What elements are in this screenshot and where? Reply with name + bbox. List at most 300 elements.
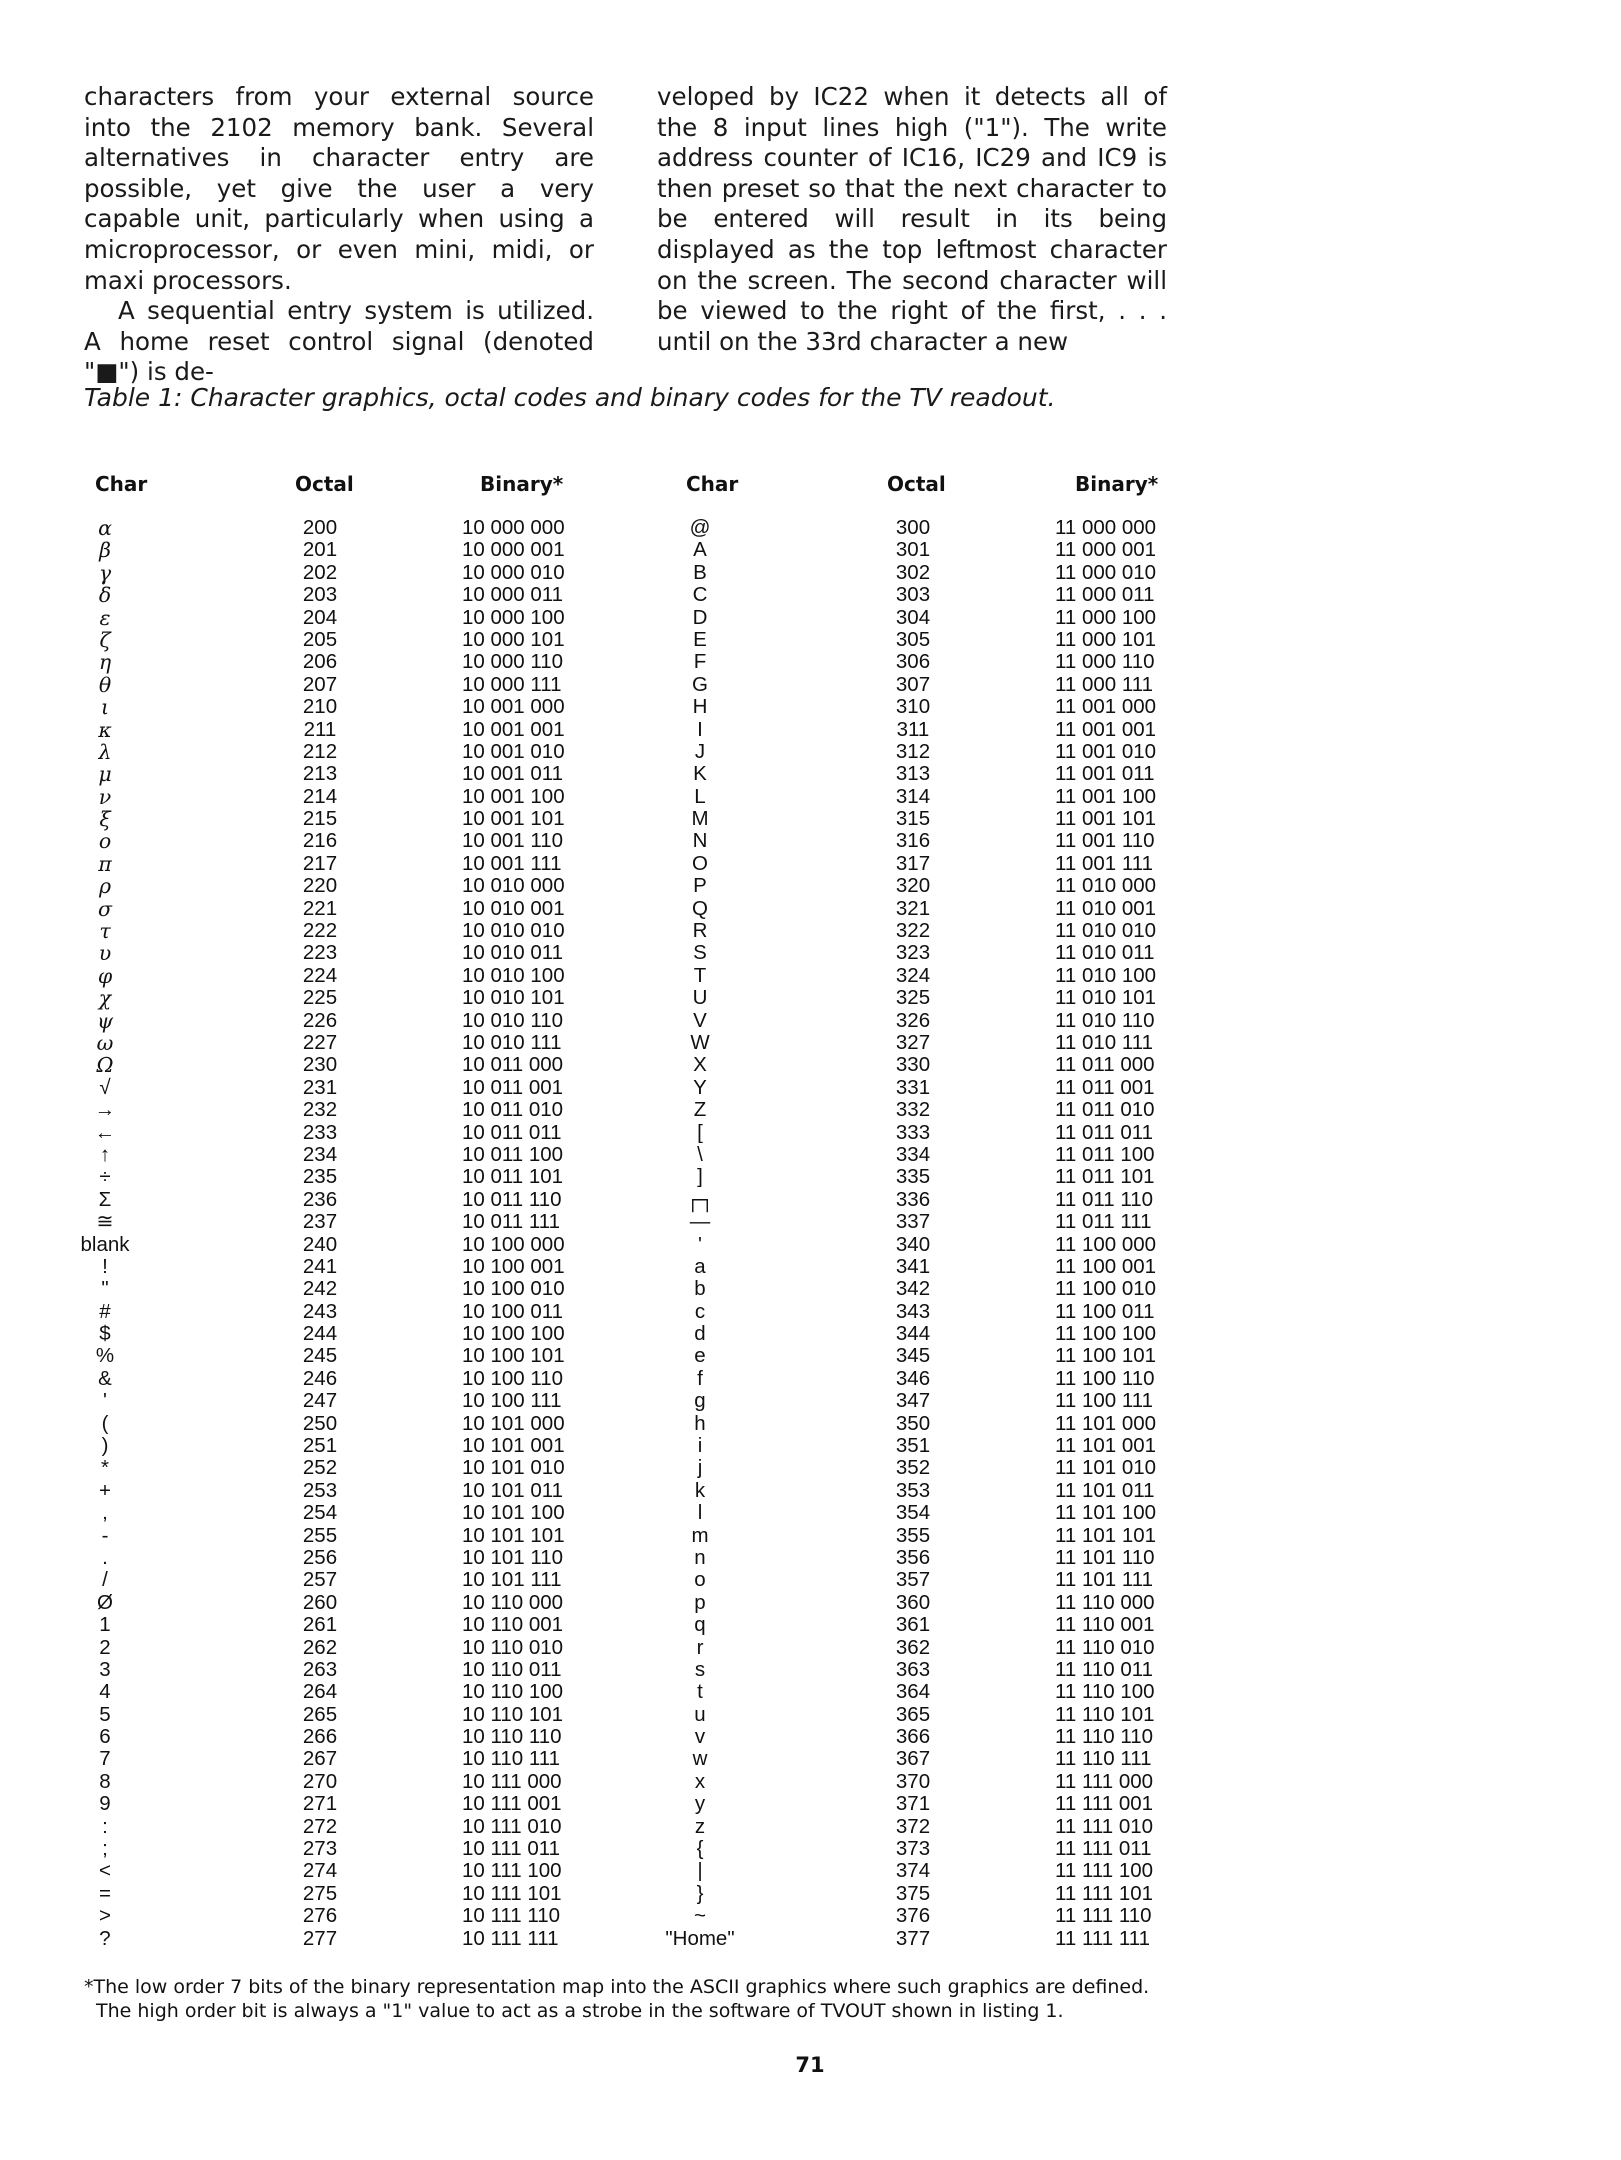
char-cell: ┌┐	[685, 1187, 715, 1211]
octal-cell: 201	[302, 538, 338, 562]
char-cell: z	[694, 1814, 706, 1838]
octal-cell: 301	[895, 538, 931, 562]
octal-cell: 302	[895, 560, 931, 584]
char-cell: I	[697, 717, 703, 741]
octal-cell: 336	[895, 1187, 931, 1211]
binary-cell: 10 101 001	[462, 1434, 565, 1458]
octal-cell: 237	[302, 1210, 338, 1234]
octal-cell: 300	[895, 516, 931, 539]
octal-cell: 230	[302, 1053, 338, 1077]
header-octal: Octal	[887, 472, 946, 496]
char-cell: %	[95, 1344, 115, 1368]
char-cell: 8	[99, 1769, 111, 1793]
binary-cell: 10 010 010	[462, 919, 565, 943]
binary-cell: 10 010 001	[462, 896, 565, 920]
binary-cell: 11 100 010	[1055, 1277, 1157, 1301]
octal-cell: 354	[895, 1501, 931, 1525]
char-cell: 2	[99, 1635, 111, 1659]
binary-cell: 11 000 110	[1055, 650, 1155, 674]
char-cell: *	[101, 1456, 109, 1480]
binary-cell: 11 110 110	[1055, 1725, 1154, 1749]
paragraph: characters from your external source into the 2102 memory bank. Several alternatives in character entry are possible, yet give the user a very capable unit, particularly when using a microprocessor, or even mini, midi, or maxi processors.	[84, 82, 594, 295]
octal-cell: 245	[302, 1344, 338, 1368]
char-cell: g	[694, 1389, 706, 1413]
char-cell: ζ	[99, 627, 111, 652]
octal-cell: 236	[302, 1187, 338, 1211]
octal-cell: 365	[895, 1702, 931, 1726]
octal-cell: 222	[302, 919, 338, 943]
octal-cell: 277	[302, 1926, 338, 1950]
char-cell: W	[690, 1030, 710, 1054]
binary-cell: 10 111 011	[462, 1837, 561, 1861]
binary-cell: 10 101 101	[462, 1523, 565, 1547]
octal-cell: 264	[302, 1680, 338, 1704]
char-cell: ÷	[99, 1165, 111, 1189]
octal-cell: 234	[302, 1142, 338, 1166]
binary-cell: 10 111 010	[462, 1814, 562, 1838]
char-cell: Q	[692, 896, 708, 920]
binary-cell: 10 001 011	[462, 762, 564, 786]
binary-cell: 11 111 111	[1055, 1926, 1150, 1950]
binary-cell: 11 001 100	[1055, 784, 1157, 808]
binary-cell: 10 111 111	[462, 1926, 559, 1950]
char-column-left	[70, 517, 140, 1950]
char-cell: '	[103, 1389, 107, 1413]
binary-cell: 10 011 000	[462, 1053, 564, 1077]
binary-cell: 11 101 100	[1055, 1501, 1157, 1525]
char-cell: x	[694, 1769, 706, 1793]
binary-cell: 10 001 101	[462, 807, 565, 831]
binary-cell: 11 101 110	[1055, 1545, 1155, 1569]
char-cell: ↑	[99, 1142, 111, 1166]
octal-cell: 316	[895, 829, 931, 853]
binary-cell: 11 001 001	[1055, 717, 1157, 741]
char-cell: "Home"	[665, 1926, 735, 1950]
octal-cell: 370	[895, 1769, 931, 1793]
char-cell: &	[98, 1366, 112, 1390]
binary-cell: 10 111 110	[462, 1904, 561, 1928]
table-caption: Table 1: Character graphics, octal codes and binary codes for the TV readout.	[84, 383, 1056, 412]
binary-cell: 11 011 111	[1055, 1210, 1152, 1234]
header-binary: Binary*	[480, 472, 564, 496]
binary-cell: 10 010 110	[462, 1008, 564, 1032]
char-cell: μ	[98, 762, 112, 787]
binary-cell: 10 000 010	[462, 560, 565, 584]
binary-cell: 11 001 011	[1055, 762, 1155, 786]
char-cell: e	[694, 1344, 706, 1368]
binary-cell: 11 011 001	[1055, 1075, 1155, 1099]
char-cell: h	[694, 1411, 706, 1435]
binary-cell: 10 011 011	[462, 1120, 562, 1144]
binary-cell: 11 111 110	[1055, 1904, 1152, 1928]
header-char: Char	[686, 472, 739, 496]
octal-cell: 260	[302, 1590, 338, 1614]
binary-cell: 11 110 100	[1055, 1680, 1155, 1704]
binary-cell: 10 011 001	[462, 1075, 564, 1099]
octal-cell: 303	[895, 583, 931, 607]
octal-cell: 347	[895, 1389, 931, 1413]
binary-cell: 11 111 100	[1055, 1859, 1154, 1883]
paragraph: veloped by IC22 when it detects all of the 8 input lines high ("1"). The write address counter of IC16, IC29 and IC9 is then preset so that the next character to be entered will result in its being displayed as the top leftmost character on the screen. The second character will be viewed to the right of the first, . . . until on the 33rd character a new	[657, 82, 1167, 356]
char-cell: Ø	[97, 1590, 113, 1614]
octal-cell: 231	[302, 1075, 338, 1099]
binary-cell: 11 101 101	[1055, 1523, 1157, 1547]
binary-cell: 10 000 101	[462, 627, 565, 651]
binary-cell: 10 111 100	[462, 1859, 562, 1883]
char-cell: 7	[99, 1747, 111, 1771]
octal-cell: 352	[895, 1456, 931, 1480]
binary-cell: 11 010 000	[1055, 874, 1157, 898]
binary-cell: 11 010 010	[1055, 919, 1157, 943]
binary-cell: 10 101 011	[462, 1478, 564, 1502]
char-cell: Z	[693, 1098, 707, 1122]
octal-cell: 306	[895, 650, 931, 674]
binary-cell: 10 100 101	[462, 1344, 565, 1368]
char-cell: +	[99, 1478, 111, 1502]
char-cell: Y	[693, 1075, 707, 1099]
char-cell: L	[694, 784, 706, 808]
char-cell: a	[694, 1254, 706, 1278]
char-cell: F	[693, 650, 707, 674]
binary-cell: 10 000 000	[462, 516, 565, 539]
octal-cell: 250	[302, 1411, 338, 1435]
binary-cell: 11 011 000	[1055, 1053, 1155, 1077]
octal-cell: 263	[302, 1657, 338, 1681]
binary-cell: 10 001 000	[462, 695, 565, 719]
char-cell: κ	[98, 717, 112, 742]
char-cell: ν	[98, 784, 112, 809]
binary-cell: 11 011 100	[1055, 1142, 1155, 1166]
binary-cell: 11 111 011	[1055, 1837, 1152, 1861]
binary-cell: 11 111 000	[1055, 1769, 1154, 1793]
octal-cell: 373	[895, 1837, 931, 1861]
octal-cell: 227	[302, 1030, 338, 1054]
octal-cell: 366	[895, 1725, 931, 1749]
octal-cell: 333	[895, 1120, 931, 1144]
octal-cell: 204	[302, 605, 338, 629]
char-cell: q	[694, 1613, 706, 1637]
paragraph: A sequential entry system is utilized. A home reset control signal (denoted "■") is de-	[84, 296, 594, 387]
char-cell: .	[102, 1545, 108, 1569]
header-char: Char	[95, 472, 148, 496]
octal-cell: 214	[302, 784, 338, 808]
char-cell: M	[691, 807, 709, 831]
char-cell: S	[693, 941, 707, 965]
char-cell: Ω	[96, 1053, 114, 1078]
octal-cell: 317	[895, 851, 931, 875]
binary-cell: 11 111 010	[1055, 1814, 1154, 1838]
char-cell: Σ	[98, 1187, 112, 1211]
char-cell: θ	[98, 672, 112, 697]
char-cell: ι	[100, 695, 110, 720]
octal-cell: 273	[302, 1837, 338, 1861]
octal-cell: 276	[302, 1904, 338, 1928]
octal-cell: 355	[895, 1523, 931, 1547]
octal-cell: 217	[302, 851, 338, 875]
char-cell: )	[101, 1434, 109, 1458]
binary-cell: 10 000 001	[462, 538, 565, 562]
octal-column-left	[295, 517, 345, 1950]
char-cell: c	[694, 1299, 706, 1323]
char-cell: X	[693, 1053, 707, 1077]
char-cell: \	[697, 1142, 703, 1166]
octal-cell: 256	[302, 1545, 338, 1569]
octal-cell: 261	[302, 1613, 338, 1637]
binary-cell: 11 010 100	[1055, 963, 1157, 987]
binary-cell: 10 001 001	[462, 717, 565, 741]
octal-cell: 211	[303, 717, 337, 741]
octal-cell: 326	[895, 1008, 931, 1032]
binary-cell: 10 001 110	[462, 829, 564, 853]
char-cell: C	[692, 583, 708, 607]
octal-cell: 203	[302, 583, 338, 607]
octal-cell: 233	[302, 1120, 338, 1144]
octal-cell: 307	[895, 672, 931, 696]
octal-cell: 342	[895, 1277, 931, 1301]
octal-cell: 205	[302, 627, 338, 651]
octal-cell: 244	[302, 1322, 338, 1346]
binary-cell: 11 100 100	[1055, 1322, 1157, 1346]
binary-cell: 11 001 010	[1055, 739, 1157, 763]
octal-cell: 376	[895, 1904, 931, 1928]
char-cell: 3	[99, 1657, 111, 1681]
char-cell: =	[99, 1881, 111, 1905]
binary-cell: 11 101 010	[1055, 1456, 1157, 1480]
binary-cell: 11 101 011	[1055, 1478, 1155, 1502]
binary-cell: 11 011 101	[1055, 1165, 1155, 1189]
octal-cell: 340	[895, 1232, 931, 1256]
octal-cell: 361	[895, 1613, 931, 1637]
binary-cell: 11 101 111	[1055, 1568, 1154, 1592]
binary-cell: 10 001 111	[462, 851, 562, 875]
binary-cell: 11 101 000	[1055, 1411, 1157, 1435]
binary-cell: 10 100 110	[462, 1366, 564, 1390]
octal-cell: 343	[895, 1299, 931, 1323]
octal-cell: 315	[895, 807, 931, 831]
binary-cell: 11 000 100	[1055, 605, 1157, 629]
octal-cell: 246	[302, 1366, 338, 1390]
binary-cell: 10 001 010	[462, 739, 565, 763]
char-cell: 1	[99, 1613, 111, 1637]
header-binary: Binary*	[1075, 472, 1159, 496]
octal-cell: 265	[302, 1702, 338, 1726]
char-cell: ψ	[96, 1008, 114, 1033]
char-cell: O	[692, 851, 708, 875]
octal-cell: 350	[895, 1411, 931, 1435]
octal-cell: 242	[302, 1277, 338, 1301]
octal-cell: 375	[895, 1881, 931, 1905]
char-cell: b	[694, 1277, 706, 1301]
footnote-line: The high order bit is always a "1" value to act as a strobe in the software of TVOUT shown in listing 1.	[96, 2000, 1064, 2022]
char-cell: {	[696, 1837, 704, 1861]
octal-cell: 240	[302, 1232, 338, 1256]
octal-cell: 346	[895, 1366, 931, 1390]
binary-cell: 10 011 110	[462, 1187, 562, 1211]
char-cell: t	[697, 1680, 703, 1704]
octal-cell: 272	[302, 1814, 338, 1838]
binary-cell: 11 100 111	[1055, 1389, 1154, 1413]
octal-cell: 356	[895, 1545, 931, 1569]
binary-cell: 10 100 010	[462, 1277, 565, 1301]
octal-cell: 351	[895, 1434, 931, 1458]
binary-cell: 10 001 100	[462, 784, 565, 808]
octal-cell: 200	[302, 516, 338, 539]
octal-cell: 324	[895, 963, 931, 987]
octal-cell: 371	[895, 1792, 931, 1816]
char-cell: √	[99, 1075, 111, 1099]
binary-cell: 10 110 100	[462, 1680, 564, 1704]
binary-cell: 10 000 111	[462, 672, 562, 696]
octal-cell: 224	[302, 963, 338, 987]
binary-cell: 11 001 101	[1055, 807, 1157, 831]
octal-cell: 312	[895, 739, 931, 763]
octal-cell: 320	[895, 874, 931, 898]
binary-cell: 11 110 101	[1055, 1702, 1155, 1726]
char-cell: N	[692, 829, 708, 853]
octal-cell: 357	[895, 1568, 931, 1592]
footnote-line: *The low order 7 bits of the binary representation map into the ASCII graphics where such graphics are defined.	[84, 1976, 1150, 1998]
char-cell: →	[94, 1098, 116, 1122]
binary-cell: 11 110 111	[1055, 1747, 1152, 1771]
binary-cell: 10 100 011	[462, 1299, 564, 1323]
octal-cell: 323	[895, 941, 931, 965]
octal-cell: 270	[302, 1769, 338, 1793]
binary-cell: 11 110 001	[1055, 1613, 1155, 1637]
page-number: 71	[795, 2053, 825, 2077]
octal-cell: 232	[302, 1098, 338, 1122]
binary-cell: 10 110 111	[462, 1747, 561, 1771]
binary-cell: 11 010 110	[1055, 1008, 1155, 1032]
octal-cell: 363	[895, 1657, 931, 1681]
char-cell: f	[697, 1366, 703, 1390]
char-cell: D	[692, 605, 708, 629]
binary-cell: 11 100 000	[1055, 1232, 1157, 1256]
octal-cell: 267	[302, 1747, 338, 1771]
octal-cell: 206	[302, 650, 338, 674]
octal-cell: 252	[302, 1456, 338, 1480]
octal-cell: 210	[302, 695, 338, 719]
char-cell: ]	[697, 1165, 703, 1189]
body-text-right-column	[657, 82, 1167, 357]
char-cell: π	[98, 851, 112, 876]
octal-cell: 311	[896, 717, 930, 741]
char-cell: ~	[694, 1904, 706, 1928]
char-cell: >	[99, 1904, 111, 1928]
char-cell: γ	[98, 560, 112, 585]
octal-cell: 372	[895, 1814, 931, 1838]
char-cell: (	[101, 1411, 109, 1435]
binary-cell: 11 011 011	[1055, 1120, 1154, 1144]
char-cell: J	[694, 739, 706, 763]
char-cell: |	[697, 1859, 703, 1883]
binary-cell: 10 011 100	[462, 1142, 564, 1166]
binary-cell: 11 010 001	[1055, 896, 1157, 920]
char-cell: 9	[99, 1792, 111, 1816]
char-cell: o	[694, 1568, 706, 1592]
binary-cell: 10 110 010	[462, 1635, 564, 1659]
char-cell: $	[99, 1322, 111, 1346]
char-cell: δ	[98, 583, 112, 608]
char-cell: m	[691, 1523, 709, 1547]
binary-cell: 10 100 000	[462, 1232, 565, 1256]
binary-cell: 11 000 010	[1055, 560, 1157, 584]
binary-cell: 10 010 111	[462, 1030, 562, 1054]
binary-cell: 10 100 100	[462, 1322, 565, 1346]
char-cell: A	[693, 538, 707, 562]
binary-cell: 10 101 100	[462, 1501, 565, 1525]
char-cell: o	[98, 829, 112, 854]
octal-cell: 266	[302, 1725, 338, 1749]
octal-cell: 377	[895, 1926, 931, 1950]
char-cell: υ	[98, 941, 112, 966]
char-cell: E	[693, 627, 707, 651]
binary-cell: 11 110 010	[1055, 1635, 1155, 1659]
binary-cell: 11 010 011	[1055, 941, 1155, 965]
octal-cell: 254	[302, 1501, 338, 1525]
binary-cell: 11 100 001	[1055, 1254, 1157, 1278]
binary-column-left	[462, 517, 582, 1950]
char-cell: /	[102, 1568, 108, 1592]
binary-cell: 11 110 011	[1055, 1657, 1154, 1681]
char-cell: β	[99, 538, 111, 563]
binary-cell: 11 110 000	[1055, 1590, 1155, 1614]
char-cell: }	[696, 1881, 704, 1905]
char-cell: !	[102, 1254, 108, 1278]
binary-cell: 10 110 101	[462, 1702, 564, 1726]
char-cell: 6	[99, 1725, 111, 1749]
binary-cell: 11 111 001	[1055, 1792, 1154, 1816]
octal-cell: 353	[895, 1478, 931, 1502]
header-octal: Octal	[295, 472, 354, 496]
binary-cell: 10 100 111	[462, 1389, 562, 1413]
char-cell: λ	[98, 739, 112, 764]
binary-cell: 11 000 011	[1055, 583, 1155, 607]
octal-cell: 325	[895, 986, 931, 1010]
char-cell: ρ	[98, 874, 112, 899]
binary-cell: 10 110 011	[462, 1657, 562, 1681]
binary-cell: 10 101 111	[462, 1568, 562, 1592]
char-cell: l	[697, 1501, 703, 1525]
binary-cell: 11 001 110	[1055, 829, 1155, 853]
char-cell: 4	[99, 1680, 111, 1704]
char-cell: p	[694, 1590, 706, 1614]
binary-cell: 10 110 000	[462, 1590, 564, 1614]
char-cell: χ	[98, 986, 112, 1011]
char-cell: T	[693, 963, 707, 987]
binary-cell: 11 000 001	[1055, 538, 1157, 562]
char-cell: u	[694, 1702, 706, 1726]
octal-cell: 331	[895, 1075, 931, 1099]
char-cell: ω	[96, 1030, 114, 1055]
octal-cell: 212	[302, 739, 338, 763]
octal-cell: 344	[895, 1322, 931, 1346]
binary-cell: 11 000 111	[1055, 672, 1154, 696]
binary-cell: 10 111 001	[462, 1792, 562, 1816]
octal-cell: 305	[895, 627, 931, 651]
character-code-table	[0, 472, 1621, 1962]
char-cell: η	[98, 650, 112, 675]
octal-cell: 274	[302, 1859, 338, 1883]
binary-cell: 10 010 011	[462, 941, 564, 965]
char-cell: d	[694, 1322, 706, 1346]
octal-cell: 220	[302, 874, 338, 898]
char-cell: K	[693, 762, 707, 786]
char-cell: [	[697, 1120, 703, 1144]
char-cell: '	[698, 1232, 702, 1256]
char-cell: :	[102, 1814, 108, 1838]
octal-cell: 341	[895, 1254, 931, 1278]
char-cell: r	[696, 1635, 704, 1659]
